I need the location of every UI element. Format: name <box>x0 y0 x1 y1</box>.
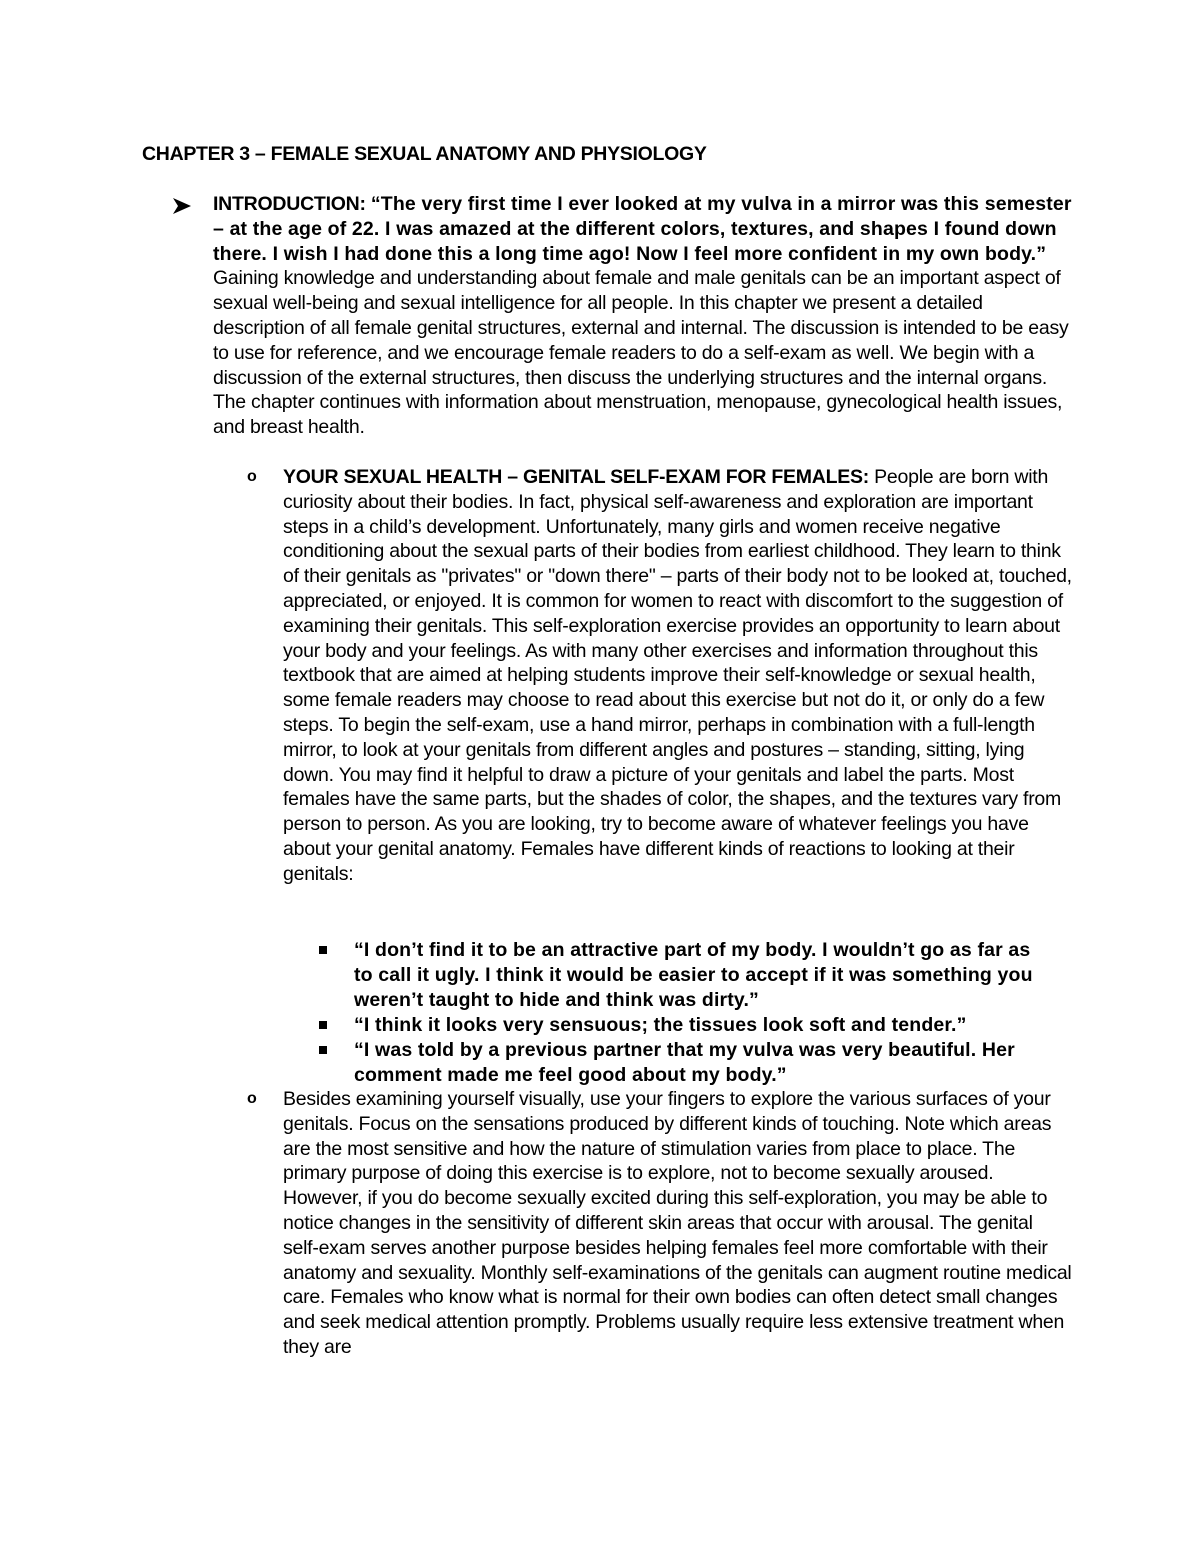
reaction-quote-3: “I was told by a previous partner that my vulva was very beautiful. Her comment made me feel good about my body.” <box>354 1039 1015 1086</box>
touch-exam-paragraph: Besides examining yourself visually, use your fingers to explore the various surfaces of your genitals. Focus on the sensations produced by different kinds of touching. Note which areas are the most sensitive and how the nature of stimulation varies from place to place. The primary purpose of doing this exercise is to explore, not to become sexually aroused. However, if you do become sexually excited during this self-exploration, you may be able to notice changes in the sensitivity of different skin areas that occur with arousal. The genital self-exam serves another purpose besides helping females feel more comfortable with their anatomy and sexuality. Monthly self-examinations of the genitals can augment routine medical care. Females who know what is normal for their own bodies can often detect small changes and seek medical attention promptly. Problems usually require less extensive treatment when they are <box>283 1088 1072 1358</box>
arrowhead-bullet-icon <box>171 196 193 216</box>
intro-quote: “The very first time I ever looked at my vulva in a mirror was this semester – at the age of 22. I was amazed at the different colors, textures, and shapes I found down there. I wish I had done this a long time ago! Now I feel more confident in my own body.” <box>213 193 1072 265</box>
self-exam-body: People are born with curiosity about their bodies. In fact, physical self-awareness and exploration are important steps in a child’s development. Unfortunately, many girls and women receive negative conditioning about the sexual parts of their bodies from earliest childhood. They learn to think of their genitals as "privates" or "down there" – parts of their body not to be looked at, touched, appreciated, or enjoyed. It is common for women to react with discomfort to the suggestion of examining their genitals. This self-exploration exercise provides an opportunity to learn about your body and your feelings. As with many other exercises and information throughout this textbook that are aimed at helping students improve their self-knowledge or sexual health, some female readers may choose to read about this exercise but not do it, or only do a few steps. To begin the self-exam, use a hand mirror, perhaps in combination with a full-length mirror, to look at your genitals from different angles and postures – standing, sitting, lying down. You may find it helpful to draw a picture of your genitals and label the parts. Most females have the same parts, but the shades of color, the shapes, and the textures vary from person to person. As you are looking, try to become aware of whatever feelings you have about your genital anatomy. Females have different kinds of reactions to looking at their genitals: <box>283 466 1072 885</box>
circle-bullet-icon: o <box>247 1090 257 1107</box>
circle-bullet-icon: o <box>247 468 257 485</box>
square-bullet-icon <box>319 1046 327 1054</box>
chapter-title: CHAPTER 3 – FEMALE SEXUAL ANATOMY AND PHYSIOLOGY <box>142 143 707 165</box>
intro-paragraph <box>213 192 1073 440</box>
intro-label: INTRODUCTION: <box>213 193 366 215</box>
square-bullet-icon <box>319 946 327 954</box>
reaction-quote-1: “I don’t find it to be an attractive part of my body. I wouldn’t go as far as to call it ugly. I think it would be easier to accept if it was something you weren’t taught to hide and think was dirty.” <box>354 939 1033 1011</box>
self-exam-heading: YOUR SEXUAL HEALTH – GENITAL SELF-EXAM FOR FEMALES: <box>283 466 869 488</box>
reaction-quote-2: “I think it looks very sensuous; the tissues look soft and tender.” <box>354 1014 967 1036</box>
intro-body: Gaining knowledge and understanding about female and male genitals can be an important aspect of sexual well-being and sexual intelligence for all people. In this chapter we present a detailed description of all female genital structures, external and internal. The discussion is intended to be easy to use for reference, and we encourage female readers to do a self-exam as well. We begin with a discussion of the external structures, then discuss the underlying structures and the internal organs. The chapter continues with information about menstruation, menopause, gynecological health issues, and breast health. <box>213 267 1069 439</box>
square-bullet-icon <box>319 1021 327 1029</box>
self-exam-paragraph <box>283 465 1073 887</box>
